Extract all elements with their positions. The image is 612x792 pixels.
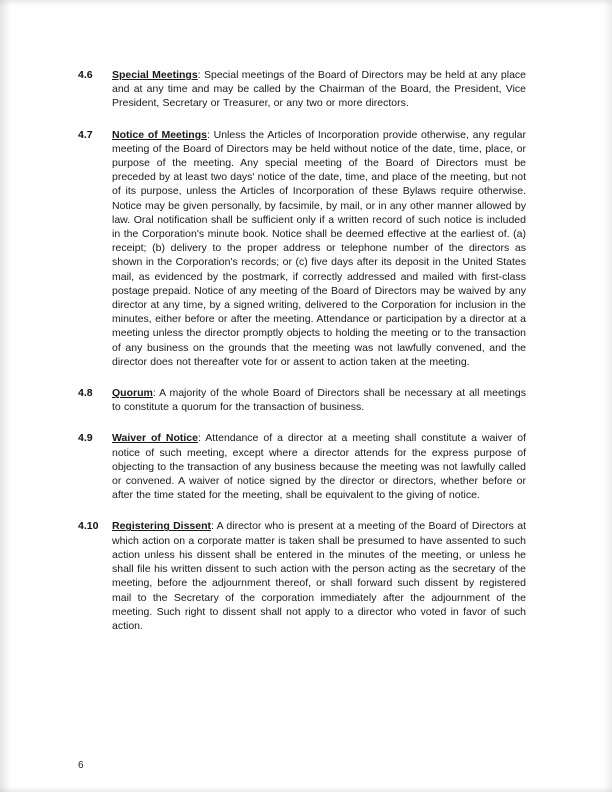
page-edge-shadow-bottom	[0, 786, 612, 792]
clause-text-block	[112, 128, 526, 369]
clause-paragraph: : A director who is present at a meeting of the Board of Directors at which action on a corporate matter is taken shall be presumed to have assented to such action unless his dissent shall be entered in the minutes of the meeting, or unless he shall file his written dissent to such action with the person acting as the secretary of the meeting, before the adjournment thereof, or shall forward such dissent by registered mail to the Secretary of the corporation immediately after the adjournment of the meeting. Such right to dissent shall not apply to a director who voted in favor of such action.	[112, 520, 526, 632]
clause-text-block	[112, 386, 526, 414]
clause-title: Quorum	[112, 387, 153, 400]
clause-paragraph: : Special meetings of the Board of Directors may be held at any place and at any time and may be called by the Chairman of the Board, the President, Vice President, Secretary or Treasurer, or any two or more directors.	[112, 69, 526, 110]
clause-text-block	[112, 68, 526, 111]
clause-4-10	[78, 519, 526, 633]
clause-number: 4.10	[78, 520, 99, 533]
clause-number: 4.9	[78, 432, 93, 445]
page-number: 6	[78, 760, 84, 771]
clause-number: 4.8	[78, 387, 93, 400]
clause-text-block	[112, 519, 526, 633]
clause-4-7	[78, 128, 526, 369]
clause-title: Waiver of Notice	[112, 432, 198, 445]
clause-number: 4.6	[78, 69, 93, 81]
clause-text-block	[112, 431, 526, 502]
clause-number: 4.7	[78, 128, 93, 141]
clause-4-6	[78, 68, 526, 111]
clause-paragraph: : Unless the Articles of Incorporation provide otherwise, any regular meeting of the Board of Directors may be held without notice of the date, time, place, or purpose of the meeting. Any special meeting of the Board of Directors must be preceded by at least two days' notice of the date, time, and place of the meeting, but not of its purpose, unless the Articles of Incorporation of these Bylaws require otherwise. Notice may be given personally, by facsimile, by mail, or in any other manner allowed by law. Oral notification shall be sufficient only if a written record of such notice is included in the Corporation's minute book. Notice shall be deemed effective at the earliest of. (a) receipt; (b) delivery to the proper address or telephone number of the directors as shown in the Corporation's records; or (c) five days after its deposit in the United States mail, as evidenced by the postmark, if correctly addressed and mailed with first-class postage prepaid. Notice of any meeting of the Board of Directors may be waived by any director at any time, by a signed writing, delivered to the Corporation for inclusion in the minutes, either before or after the meeting. Attendance or participation by a director at a meeting unless the director promptly objects to holding the meeting or to the transaction of any business on the grounds that the meeting was not lawfully convened, and the director does not thereafter vote for or assent to action taken at the meeting.	[112, 128, 526, 368]
clause-title: Notice of Meetings	[112, 128, 207, 141]
clause-paragraph: : A majority of the whole Board of Directors shall be necessary at all meetings to constitute a quorum for the transaction of business.	[112, 387, 526, 414]
clause-title: Special Meetings	[112, 69, 198, 81]
clause-title: Registering Dissent	[112, 520, 212, 533]
page-edge-shadow-right	[604, 0, 612, 792]
clause-4-8	[78, 386, 526, 414]
clause-paragraph: : Attendance of a director at a meeting shall constitute a waiver of notice of such meeting, except where a director attends for the express purpose of objecting to the transaction of any business because the meeting was not lawfully called or convened. A waiver of notice signed by the director or directors, whether before or after the time stated for the meeting, shall be equivalent to the giving of notice.	[112, 432, 526, 502]
document-body	[78, 68, 526, 650]
page-edge-shadow-left	[0, 0, 10, 792]
clause-4-9	[78, 431, 526, 502]
page-edge-shadow-top	[0, 0, 612, 6]
